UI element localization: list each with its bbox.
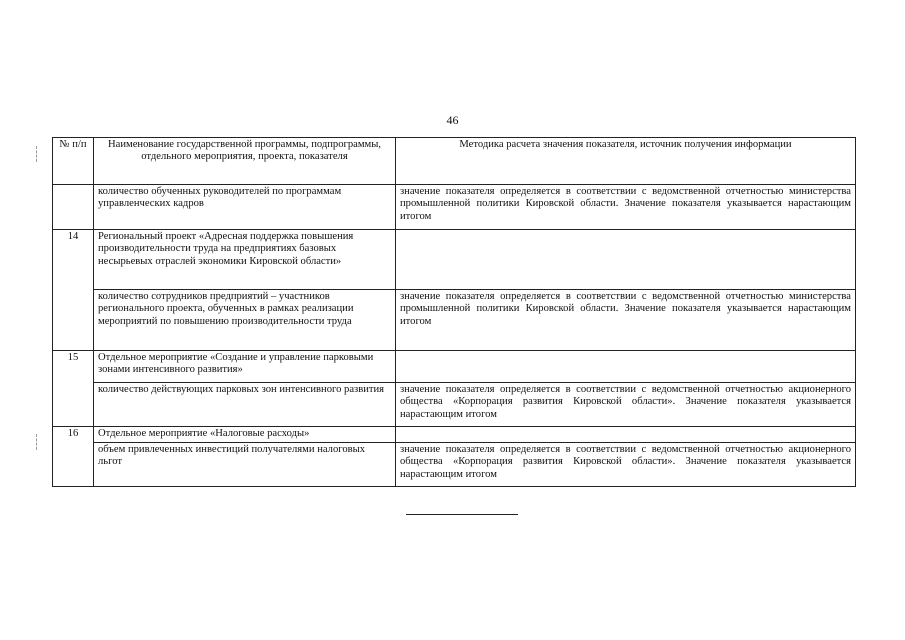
- page-number: 46: [446, 113, 459, 127]
- table-row: [53, 290, 856, 351]
- methodology-text: [396, 351, 856, 383]
- table-row: [53, 427, 856, 443]
- indicator-methodology-table: [52, 137, 856, 487]
- methodology-text: значение показателя определяется в соответствии с ведомственной отчетностью акционерного общества «Корпорация развития Кировской области». Значение показателя указывается нарастающим итогом: [396, 383, 856, 427]
- header-methodology: Методика расчета значения показателя, источник получения информации: [396, 138, 856, 185]
- row-number: 15: [53, 351, 94, 427]
- indicator-name: объем привлеченных инвестиций получателями налоговых льгот: [94, 443, 396, 487]
- indicator-name: количество обученных руководителей по программам управленческих кадров: [94, 185, 396, 230]
- scan-margin-mark: [36, 146, 37, 162]
- methodology-text: значение показателя определяется в соответствии с ведомственной отчетностью министерства промышленной политики Кировской области. Значение показателя указывается нарастающим итогом: [396, 290, 856, 351]
- table-row: [53, 185, 856, 230]
- table-row: [53, 383, 856, 427]
- indicator-name: количество действующих парковых зон интенсивного развития: [94, 383, 396, 427]
- header-name: Наименование государственной программы, подпрограммы, отдельного мероприятия, проекта, показателя: [94, 138, 396, 185]
- end-of-table-rule: [406, 514, 518, 515]
- scan-margin-mark: [36, 434, 37, 450]
- row-number: 14: [53, 230, 94, 351]
- indicator-name: Отдельное мероприятие «Налоговые расходы»: [94, 427, 396, 443]
- methodology-text: значение показателя определяется в соответствии с ведомственной отчетностью акционерного общества «Корпорация развития Кировской области». Значение показателя указывается нарастающим итогом: [396, 443, 856, 487]
- methodology-text: [396, 427, 856, 443]
- table-row: [53, 351, 856, 383]
- indicator-name: Отдельное мероприятие «Создание и управление парковыми зонами интенсивного развития»: [94, 351, 396, 383]
- table-row: [53, 230, 856, 290]
- methodology-text: значение показателя определяется в соответствии с ведомственной отчетностью министерства промышленной политики Кировской области. Значение показателя указывается нарастающим итогом: [396, 185, 856, 230]
- indicator-name: Региональный проект «Адресная поддержка повышения производительности труда на предприятиях базовых несырьевых отраслей экономики Кировской области»: [94, 230, 396, 290]
- row-number: 16: [53, 427, 94, 487]
- indicator-name: количество сотрудников предприятий – участников регионального проекта, обученных в рамках реализации мероприятий по повышению производительности труда: [94, 290, 396, 351]
- row-number: [53, 185, 94, 230]
- table-row: [53, 443, 856, 487]
- header-number: № п/п: [53, 138, 94, 185]
- methodology-text: [396, 230, 856, 290]
- table-header-row: [53, 138, 856, 185]
